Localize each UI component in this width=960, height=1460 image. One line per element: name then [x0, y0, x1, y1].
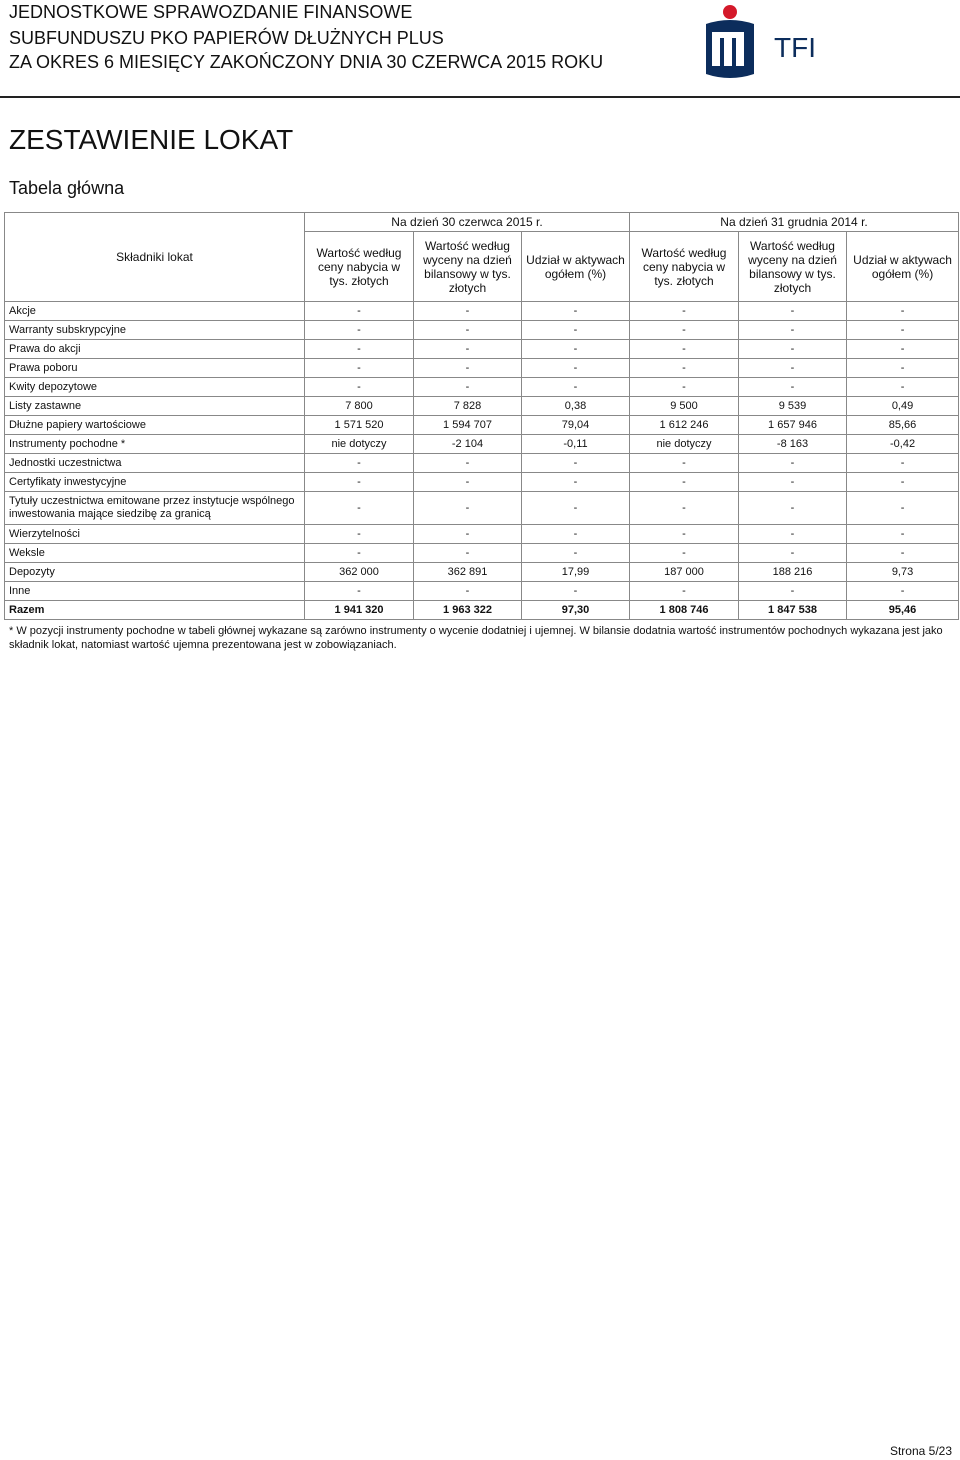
cell-value: - [414, 378, 522, 397]
table-row [5, 435, 959, 454]
row-label: Warranty subskrypcyjne [5, 321, 305, 340]
row-label: Inne [5, 582, 305, 601]
cell-value: 17,99 [522, 563, 630, 582]
cell-value: - [847, 473, 959, 492]
tfi-label: TFI [774, 32, 816, 63]
table-row [5, 378, 959, 397]
cell-value: - [847, 321, 959, 340]
cell-value: - [305, 340, 414, 359]
table-row [5, 454, 959, 473]
cell-value: - [630, 340, 739, 359]
cell-value: -0,42 [847, 435, 959, 454]
cell-value: nie dotyczy [630, 435, 739, 454]
cell-value: 1 963 322 [414, 601, 522, 620]
cell-value: - [847, 525, 959, 544]
cell-value: - [847, 454, 959, 473]
cell-value: 188 216 [739, 563, 847, 582]
table-row [5, 582, 959, 601]
cell-value: - [739, 582, 847, 601]
cell-value: - [630, 454, 739, 473]
cell-value: - [847, 544, 959, 563]
cell-value: - [522, 321, 630, 340]
cell-value: - [414, 582, 522, 601]
group-header-2014: Na dzień 31 grudnia 2014 r. [630, 213, 959, 232]
cell-value: - [522, 454, 630, 473]
cell-value: - [847, 582, 959, 601]
cell-value: - [414, 321, 522, 340]
table-row [5, 321, 959, 340]
cell-value: 7 828 [414, 397, 522, 416]
cell-value: - [739, 492, 847, 525]
table-row [5, 563, 959, 582]
cell-value: - [739, 340, 847, 359]
cell-value: - [630, 582, 739, 601]
cell-value: - [847, 359, 959, 378]
cell-value: 362 000 [305, 563, 414, 582]
col-header-share-2014: Udział w aktywach ogółem (%) [847, 232, 959, 302]
cell-value: 1 808 746 [630, 601, 739, 620]
footnote: * W pozycji instrumenty pochodne w tabeli głównej wykazane są zarówno instrumenty o wycenie dodatniej i ujemnej. W bilansie dodatnia wartość instrumentów pochodnych wykazana jest jako składnik lokat, natomiast wartość ujemna prezentowana jest w zobowiązaniach. [9, 625, 943, 651]
cell-value: - [522, 378, 630, 397]
row-label: Razem [5, 601, 305, 620]
col-header-cost-2015: Wartość według ceny nabycia w tys. złotych [305, 232, 414, 302]
investments-table [4, 212, 959, 620]
cell-value: - [739, 454, 847, 473]
cell-value: 7 800 [305, 397, 414, 416]
cell-value: - [739, 302, 847, 321]
table-subtitle: Tabela główna [9, 178, 125, 198]
cell-value: - [414, 492, 522, 525]
table-row [5, 416, 959, 435]
cell-value: - [630, 473, 739, 492]
cell-value: - [522, 302, 630, 321]
cell-value: - [630, 302, 739, 321]
pko-logo-icon [700, 4, 756, 80]
cell-value: - [630, 492, 739, 525]
cell-value: 362 891 [414, 563, 522, 582]
cell-value: - [847, 492, 959, 525]
cell-value: - [739, 473, 847, 492]
cell-value: - [739, 359, 847, 378]
cell-value: 95,46 [847, 601, 959, 620]
cell-value: - [305, 359, 414, 378]
row-label: Jednostki uczestnictwa [5, 454, 305, 473]
cell-value: - [847, 378, 959, 397]
report-header [0, 0, 960, 98]
table-row [5, 544, 959, 563]
cell-value: - [414, 454, 522, 473]
row-label: Akcje [5, 302, 305, 321]
cell-value: - [414, 525, 522, 544]
cell-value: - [630, 321, 739, 340]
row-label: Depozyty [5, 563, 305, 582]
cell-value: 1 594 707 [414, 416, 522, 435]
cell-value: - [414, 340, 522, 359]
cell-value: - [739, 378, 847, 397]
col-header-book-2015: Wartość według wyceny na dzień bilansowy w tys. złotych [414, 232, 522, 302]
cell-value: 9 500 [630, 397, 739, 416]
cell-value: - [630, 378, 739, 397]
cell-value: - [305, 473, 414, 492]
cell-value: 1 847 538 [739, 601, 847, 620]
cell-value: -2 104 [414, 435, 522, 454]
cell-value: 97,30 [522, 601, 630, 620]
header-line-3: ZA OKRES 6 MIESIĘCY ZAKOŃCZONY DNIA 30 CZERWCA 2015 ROKU [9, 52, 604, 72]
row-label: Dłużne papiery wartościowe [5, 416, 305, 435]
cell-value: - [522, 544, 630, 563]
cell-value: - [847, 340, 959, 359]
cell-value: - [739, 321, 847, 340]
row-label: Tytuły uczestnictwa emitowane przez instytucje wspólnego inwestowania mające siedzibę za granicą [5, 492, 305, 525]
cell-value: - [739, 544, 847, 563]
page-title: ZESTAWIENIE LOKAT [9, 124, 294, 155]
cell-value: 1 941 320 [305, 601, 414, 620]
cell-value: -8 163 [739, 435, 847, 454]
cell-value: - [305, 454, 414, 473]
cell-value: 0,38 [522, 397, 630, 416]
cell-value: 9,73 [847, 563, 959, 582]
cell-value: - [414, 359, 522, 378]
row-label: Listy zastawne [5, 397, 305, 416]
cell-value: 187 000 [630, 563, 739, 582]
table-body [5, 302, 959, 620]
row-label: Prawa do akcji [5, 340, 305, 359]
cell-value: - [522, 492, 630, 525]
cell-value: - [414, 544, 522, 563]
row-label: Instrumenty pochodne * [5, 435, 305, 454]
cell-value: - [630, 525, 739, 544]
row-label: Weksle [5, 544, 305, 563]
table-row [5, 302, 959, 321]
cell-value: - [414, 473, 522, 492]
cell-value: - [305, 378, 414, 397]
table-row [5, 525, 959, 544]
table-row [5, 473, 959, 492]
cell-value: 1 612 246 [630, 416, 739, 435]
cell-value: - [522, 525, 630, 544]
cell-value: nie dotyczy [305, 435, 414, 454]
row-label: Kwity depozytowe [5, 378, 305, 397]
table-row [5, 359, 959, 378]
table-row [5, 340, 959, 359]
name-column-header: Składniki lokat [5, 213, 305, 302]
col-header-cost-2014: Wartość według ceny nabycia w tys. złotych [630, 232, 739, 302]
cell-value: - [522, 582, 630, 601]
table-row [5, 492, 959, 525]
col-header-share-2015: Udział w aktywach ogółem (%) [522, 232, 630, 302]
cell-value: 85,66 [847, 416, 959, 435]
cell-value: - [305, 302, 414, 321]
cell-value: - [305, 321, 414, 340]
table-row [5, 601, 959, 620]
col-header-book-2014: Wartość według wyceny na dzień bilansowy w tys. złotych [739, 232, 847, 302]
header-line-1: JEDNOSTKOWE SPRAWOZDANIE FINANSOWE [9, 2, 413, 22]
table-row [5, 397, 959, 416]
cell-value: 79,04 [522, 416, 630, 435]
header-line-2: SUBFUNDUSZU PKO PAPIERÓW DŁUŻNYCH PLUS [9, 28, 444, 48]
cell-value: - [305, 544, 414, 563]
group-header-2015: Na dzień 30 czerwca 2015 r. [305, 213, 630, 232]
cell-value: - [305, 582, 414, 601]
cell-value: - [522, 473, 630, 492]
cell-value: - [305, 492, 414, 525]
page-number: Strona 5/23 [889, 1444, 952, 1458]
cell-value: 1 571 520 [305, 416, 414, 435]
row-label: Prawa poboru [5, 359, 305, 378]
cell-value: 0,49 [847, 397, 959, 416]
cell-value: - [305, 525, 414, 544]
row-label: Certyfikaty inwestycyjne [5, 473, 305, 492]
cell-value: - [847, 302, 959, 321]
cell-value: - [630, 544, 739, 563]
cell-value: - [739, 525, 847, 544]
cell-value: -0,11 [522, 435, 630, 454]
cell-value: 9 539 [739, 397, 847, 416]
cell-value: - [630, 359, 739, 378]
row-label: Wierzytelności [5, 525, 305, 544]
cell-value: - [522, 340, 630, 359]
cell-value: 1 657 946 [739, 416, 847, 435]
cell-value: - [414, 302, 522, 321]
cell-value: - [522, 359, 630, 378]
